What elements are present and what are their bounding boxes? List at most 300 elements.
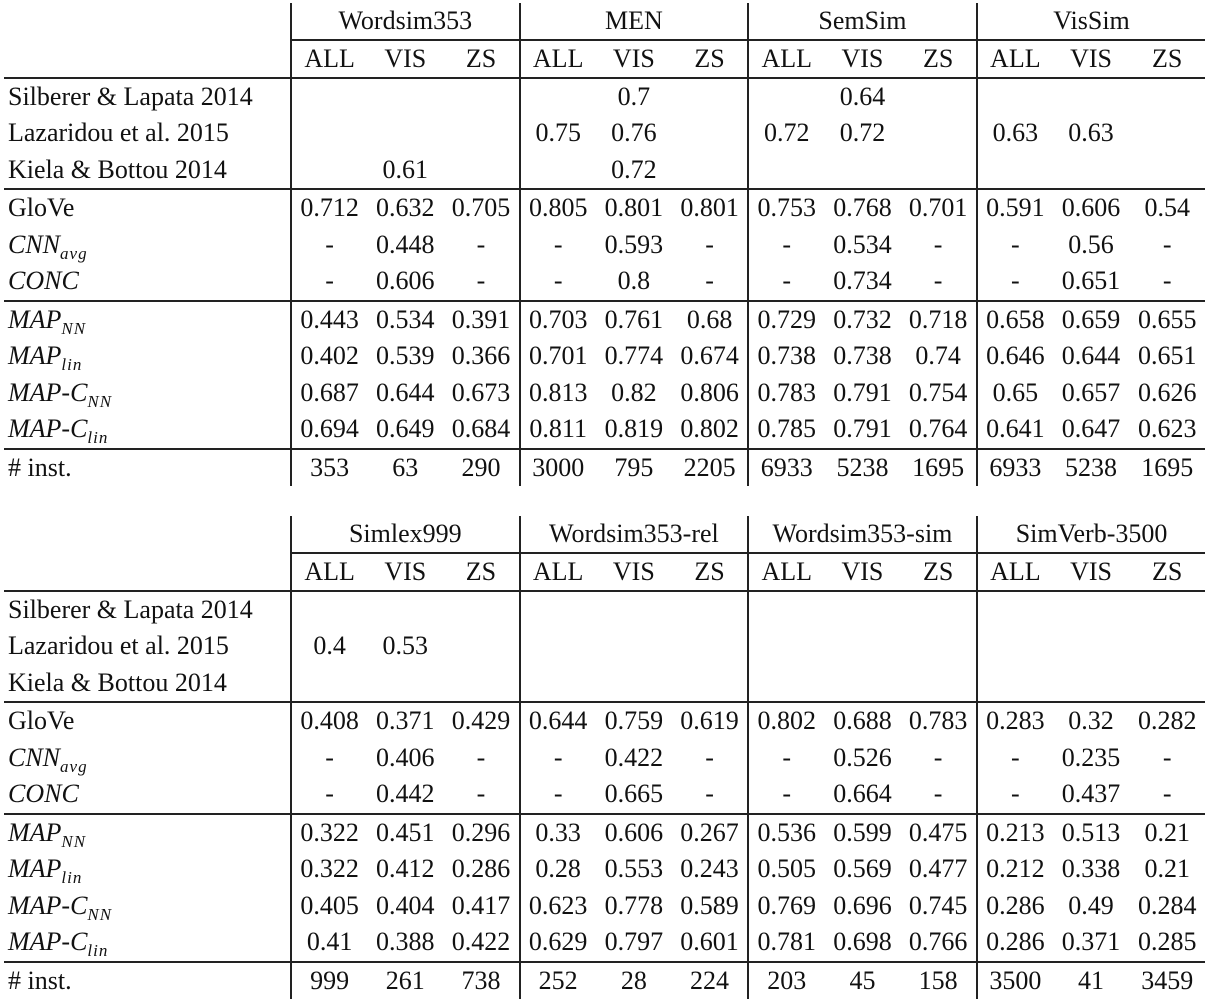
row-label [4, 851, 291, 888]
method-subscript: avg [60, 757, 88, 776]
score-cell: 0.783 [748, 375, 824, 412]
score-cell: 2205 [672, 449, 748, 487]
score-cell: 0.797 [596, 924, 672, 962]
score-cell: - [443, 740, 519, 777]
score-cell: 0.56 [1053, 227, 1129, 264]
score-cell: 999 [291, 962, 367, 999]
score-cell: 0.701 [520, 338, 596, 375]
method-name: # inst. [8, 966, 72, 995]
method-name: MAP-C [8, 378, 87, 407]
score-cell: 0.753 [748, 189, 824, 227]
table-row [4, 702, 1205, 740]
score-cell: - [901, 776, 977, 814]
score-cell [291, 152, 367, 190]
subset-column-header: ZS [443, 40, 519, 78]
score-cell: 0.805 [520, 189, 596, 227]
table-row [4, 301, 1205, 339]
row-label [4, 227, 291, 264]
table-row [4, 115, 1205, 152]
score-cell: 0.404 [367, 888, 443, 925]
score-cell: 0.448 [367, 227, 443, 264]
score-cell [443, 591, 519, 629]
score-cell: 0.422 [596, 740, 672, 777]
table-row [4, 375, 1205, 412]
score-cell: 0.429 [443, 702, 519, 740]
score-cell: 0.569 [824, 851, 900, 888]
row-label [4, 888, 291, 925]
score-cell [367, 591, 443, 629]
score-cell: 0.623 [520, 888, 596, 925]
score-cell: 0.243 [672, 851, 748, 888]
score-cell: 0.601 [672, 924, 748, 962]
score-cell: 0.536 [748, 814, 824, 852]
row-label [4, 411, 291, 449]
score-cell: 0.806 [672, 375, 748, 412]
score-cell [901, 78, 977, 116]
table-row [4, 78, 1205, 116]
method-name: # inst. [8, 453, 72, 482]
score-cell [748, 78, 824, 116]
subset-column-header: VIS [1053, 40, 1129, 78]
dataset-group-header: SemSim [748, 3, 977, 40]
score-cell: 0.802 [748, 702, 824, 740]
score-cell: 0.406 [367, 740, 443, 777]
score-cell [1129, 665, 1205, 703]
score-cell: - [443, 263, 519, 301]
row-label [4, 449, 291, 487]
subset-column-header: VIS [596, 553, 672, 591]
score-cell [672, 78, 748, 116]
score-cell: 0.65 [977, 375, 1053, 412]
row-label [4, 263, 291, 301]
row-label [4, 924, 291, 962]
score-cell [977, 78, 1053, 116]
score-cell: 0.764 [901, 411, 977, 449]
score-cell: 0.285 [1129, 924, 1205, 962]
method-name: GloVe [8, 193, 74, 222]
score-cell: 0.759 [596, 702, 672, 740]
score-cell: 0.651 [1053, 263, 1129, 301]
method-subscript: lin [87, 941, 108, 960]
score-cell [901, 628, 977, 665]
table-row [4, 776, 1205, 814]
score-cell: 0.32 [1053, 702, 1129, 740]
score-cell: 0.371 [1053, 924, 1129, 962]
method-name: MAP-C [8, 927, 87, 956]
score-cell [367, 78, 443, 116]
subset-column-header: ALL [291, 40, 367, 78]
score-cell [1129, 628, 1205, 665]
score-cell: 6933 [977, 449, 1053, 487]
score-cell: 0.235 [1053, 740, 1129, 777]
score-cell [443, 665, 519, 703]
score-cell: 5238 [824, 449, 900, 487]
score-cell [1129, 115, 1205, 152]
table-row [4, 338, 1205, 375]
score-cell [1129, 591, 1205, 629]
subset-column-header: ALL [977, 40, 1053, 78]
subset-column-header: ALL [748, 553, 824, 591]
score-cell: 158 [901, 962, 977, 999]
score-cell: 0.651 [1129, 338, 1205, 375]
score-cell: - [748, 776, 824, 814]
score-cell: - [291, 776, 367, 814]
row-label [4, 776, 291, 814]
score-cell: 0.811 [520, 411, 596, 449]
score-cell: - [748, 227, 824, 264]
subset-column-header: VIS [824, 553, 900, 591]
row-label [4, 301, 291, 339]
dataset-group-header: Wordsim353-rel [520, 516, 749, 553]
method-name: CNN [8, 743, 60, 772]
score-cell: 6933 [748, 449, 824, 487]
score-cell: 261 [367, 962, 443, 999]
score-cell: 0.41 [291, 924, 367, 962]
score-cell [824, 628, 900, 665]
score-cell: 0.646 [977, 338, 1053, 375]
score-cell: 0.732 [824, 301, 900, 339]
score-cell [1053, 665, 1129, 703]
score-cell: 0.33 [520, 814, 596, 852]
score-cell [748, 152, 824, 190]
score-cell [901, 591, 977, 629]
dataset-group-header: VisSim [977, 3, 1206, 40]
score-cell: 0.712 [291, 189, 367, 227]
score-cell: - [672, 740, 748, 777]
method-subscript: NN [61, 319, 86, 338]
results-table-bottom [0, 516, 1205, 999]
method-name: MAP [8, 341, 61, 370]
score-cell: - [1129, 263, 1205, 301]
score-cell: 0.82 [596, 375, 672, 412]
table-row [4, 962, 1205, 999]
table-row [4, 924, 1205, 962]
score-cell [291, 591, 367, 629]
row-label [4, 628, 291, 665]
score-cell: 0.68 [672, 301, 748, 339]
subset-column-header: ZS [672, 40, 748, 78]
row-label [4, 338, 291, 375]
score-cell: 0.647 [1053, 411, 1129, 449]
subset-column-header: ZS [1129, 40, 1205, 78]
score-cell: 0.632 [367, 189, 443, 227]
score-cell: 0.791 [824, 375, 900, 412]
score-cell: 0.718 [901, 301, 977, 339]
score-cell: 0.687 [291, 375, 367, 412]
score-cell [520, 152, 596, 190]
score-cell [748, 665, 824, 703]
score-cell: - [672, 776, 748, 814]
score-cell: - [977, 776, 1053, 814]
score-cell: 0.61 [367, 152, 443, 190]
score-cell: 0.659 [1053, 301, 1129, 339]
score-cell: 3000 [520, 449, 596, 487]
score-cell [824, 665, 900, 703]
score-cell: 0.21 [1129, 814, 1205, 852]
score-cell: 0.761 [596, 301, 672, 339]
method-name: Kiela & Bottou 2014 [8, 155, 227, 184]
score-cell: 0.72 [748, 115, 824, 152]
method-name: Kiela & Bottou 2014 [8, 668, 227, 697]
score-cell: 0.738 [748, 338, 824, 375]
score-cell [1053, 152, 1129, 190]
row-label [4, 665, 291, 703]
table-row [4, 814, 1205, 852]
score-cell: 795 [596, 449, 672, 487]
score-cell: 0.591 [977, 189, 1053, 227]
score-cell: 0.657 [1053, 375, 1129, 412]
score-cell: 0.72 [596, 152, 672, 190]
score-cell [977, 591, 1053, 629]
row-label [4, 189, 291, 227]
score-cell [291, 115, 367, 152]
score-cell: 0.338 [1053, 851, 1129, 888]
score-cell: 0.802 [672, 411, 748, 449]
score-cell: 0.63 [977, 115, 1053, 152]
method-name: CONC [8, 266, 79, 295]
score-cell [672, 628, 748, 665]
subset-column-header: ZS [1129, 553, 1205, 591]
score-cell: 0.694 [291, 411, 367, 449]
corner-blank [4, 553, 291, 591]
score-cell [977, 628, 1053, 665]
score-cell: 0.734 [824, 263, 900, 301]
score-cell [748, 591, 824, 629]
score-cell: 0.674 [672, 338, 748, 375]
score-cell [672, 115, 748, 152]
score-cell [443, 78, 519, 116]
score-cell: 0.53 [367, 628, 443, 665]
score-cell: 0.705 [443, 189, 519, 227]
score-cell: 0.4 [291, 628, 367, 665]
score-cell: 0.698 [824, 924, 900, 962]
score-cell: 0.388 [367, 924, 443, 962]
row-label [4, 962, 291, 999]
method-name: MAP-C [8, 414, 87, 443]
table-row [4, 411, 1205, 449]
score-cell: - [1129, 227, 1205, 264]
table-row [4, 591, 1205, 629]
score-cell [291, 665, 367, 703]
score-cell [1053, 78, 1129, 116]
score-cell [901, 665, 977, 703]
subset-column-header: VIS [596, 40, 672, 78]
score-cell [901, 152, 977, 190]
score-cell: 0.745 [901, 888, 977, 925]
score-cell: - [748, 263, 824, 301]
score-cell: - [520, 740, 596, 777]
score-cell: 0.768 [824, 189, 900, 227]
subset-column-header: VIS [367, 40, 443, 78]
method-name: MAP-C [8, 891, 87, 920]
score-cell: 0.267 [672, 814, 748, 852]
score-cell: 0.417 [443, 888, 519, 925]
row-label [4, 591, 291, 629]
method-subscript: NN [87, 905, 112, 924]
score-cell: 0.391 [443, 301, 519, 339]
score-cell [824, 591, 900, 629]
score-cell: 0.412 [367, 851, 443, 888]
score-cell: 252 [520, 962, 596, 999]
score-cell: 3459 [1129, 962, 1205, 999]
score-cell [367, 115, 443, 152]
subset-column-header: ZS [901, 40, 977, 78]
subset-column-header: ALL [977, 553, 1053, 591]
score-cell: 353 [291, 449, 367, 487]
score-cell: 45 [824, 962, 900, 999]
score-cell: 0.526 [824, 740, 900, 777]
score-cell: 41 [1053, 962, 1129, 999]
subset-column-header: ZS [672, 553, 748, 591]
row-label [4, 814, 291, 852]
subset-column-header: VIS [367, 553, 443, 591]
method-name: MAP [8, 305, 61, 334]
score-cell [596, 665, 672, 703]
table-row [4, 851, 1205, 888]
method-name: Lazaridou et al. 2015 [8, 631, 229, 660]
score-cell: 0.322 [291, 851, 367, 888]
method-subscript: lin [87, 428, 108, 447]
score-cell [1129, 78, 1205, 116]
score-cell: 0.801 [672, 189, 748, 227]
score-cell: - [1129, 776, 1205, 814]
score-cell [1053, 591, 1129, 629]
method-subscript: lin [61, 355, 82, 374]
score-cell: - [520, 776, 596, 814]
score-cell: 0.213 [977, 814, 1053, 852]
score-cell [748, 628, 824, 665]
score-cell: 0.665 [596, 776, 672, 814]
score-cell: - [291, 227, 367, 264]
table-row [4, 665, 1205, 703]
score-cell: 290 [443, 449, 519, 487]
score-cell: 0.28 [520, 851, 596, 888]
dataset-group-header: Wordsim353-sim [748, 516, 977, 553]
score-cell: - [520, 227, 596, 264]
score-cell: 0.64 [824, 78, 900, 116]
score-cell: 0.296 [443, 814, 519, 852]
table-row [4, 263, 1205, 301]
row-label [4, 375, 291, 412]
score-cell: 0.402 [291, 338, 367, 375]
method-name: MAP [8, 818, 61, 847]
score-cell: 0.701 [901, 189, 977, 227]
method-subscript: NN [61, 832, 86, 851]
score-cell: 0.684 [443, 411, 519, 449]
score-cell: 1695 [1129, 449, 1205, 487]
results-table-top [0, 3, 1205, 486]
score-cell: - [977, 227, 1053, 264]
method-name: CONC [8, 779, 79, 808]
score-cell [672, 591, 748, 629]
score-cell [824, 152, 900, 190]
score-cell [901, 115, 977, 152]
score-cell: 0.606 [367, 263, 443, 301]
score-cell: 0.405 [291, 888, 367, 925]
score-cell: 0.54 [1129, 189, 1205, 227]
score-cell: 0.422 [443, 924, 519, 962]
score-cell: 0.322 [291, 814, 367, 852]
method-name: GloVe [8, 706, 74, 735]
score-cell: 1695 [901, 449, 977, 487]
score-cell [443, 115, 519, 152]
table-row [4, 740, 1205, 777]
subset-column-header: VIS [1053, 553, 1129, 591]
corner-blank [4, 3, 291, 40]
score-cell: 0.451 [367, 814, 443, 852]
score-cell: 0.442 [367, 776, 443, 814]
score-cell: 0.629 [520, 924, 596, 962]
method-name: Silberer & Lapata 2014 [8, 82, 253, 111]
score-cell [291, 78, 367, 116]
dataset-group-header: Wordsim353 [291, 3, 520, 40]
score-cell: 0.664 [824, 776, 900, 814]
score-cell: - [1129, 740, 1205, 777]
score-cell: 0.623 [1129, 411, 1205, 449]
score-cell: 0.801 [596, 189, 672, 227]
score-cell: 0.74 [901, 338, 977, 375]
score-cell: 0.738 [824, 338, 900, 375]
score-cell: 0.696 [824, 888, 900, 925]
score-cell: 0.619 [672, 702, 748, 740]
score-cell: 0.284 [1129, 888, 1205, 925]
score-cell: 0.534 [367, 301, 443, 339]
score-cell: 0.606 [596, 814, 672, 852]
score-cell: 0.513 [1053, 814, 1129, 852]
score-cell: 0.729 [748, 301, 824, 339]
score-cell [1053, 628, 1129, 665]
score-cell: - [977, 263, 1053, 301]
score-cell [520, 665, 596, 703]
score-cell [443, 152, 519, 190]
score-cell: - [443, 227, 519, 264]
subset-column-header: VIS [824, 40, 900, 78]
table-row [4, 888, 1205, 925]
score-cell: 0.76 [596, 115, 672, 152]
method-name: Silberer & Lapata 2014 [8, 595, 253, 624]
score-cell: 0.658 [977, 301, 1053, 339]
dataset-group-header: SimVerb-3500 [977, 516, 1206, 553]
score-cell: 0.781 [748, 924, 824, 962]
score-cell: 0.593 [596, 227, 672, 264]
score-cell: 0.769 [748, 888, 824, 925]
score-cell: 0.371 [367, 702, 443, 740]
score-cell: 5238 [1053, 449, 1129, 487]
score-cell: 0.283 [977, 702, 1053, 740]
corner-blank [4, 40, 291, 78]
row-label [4, 78, 291, 116]
corner-blank [4, 516, 291, 553]
method-name: CNN [8, 230, 60, 259]
score-cell: 0.688 [824, 702, 900, 740]
score-cell: 0.754 [901, 375, 977, 412]
score-cell: - [901, 740, 977, 777]
score-cell: 0.366 [443, 338, 519, 375]
score-cell: 0.286 [977, 924, 1053, 962]
score-cell: 63 [367, 449, 443, 487]
method-subscript: avg [60, 244, 88, 263]
method-name: MAP [8, 854, 61, 883]
table-row [4, 189, 1205, 227]
score-cell: 0.589 [672, 888, 748, 925]
score-cell: 28 [596, 962, 672, 999]
score-cell: 0.641 [977, 411, 1053, 449]
score-cell: - [443, 776, 519, 814]
score-cell: 0.475 [901, 814, 977, 852]
score-cell: 0.778 [596, 888, 672, 925]
score-cell: 0.7 [596, 78, 672, 116]
score-cell: 0.783 [901, 702, 977, 740]
